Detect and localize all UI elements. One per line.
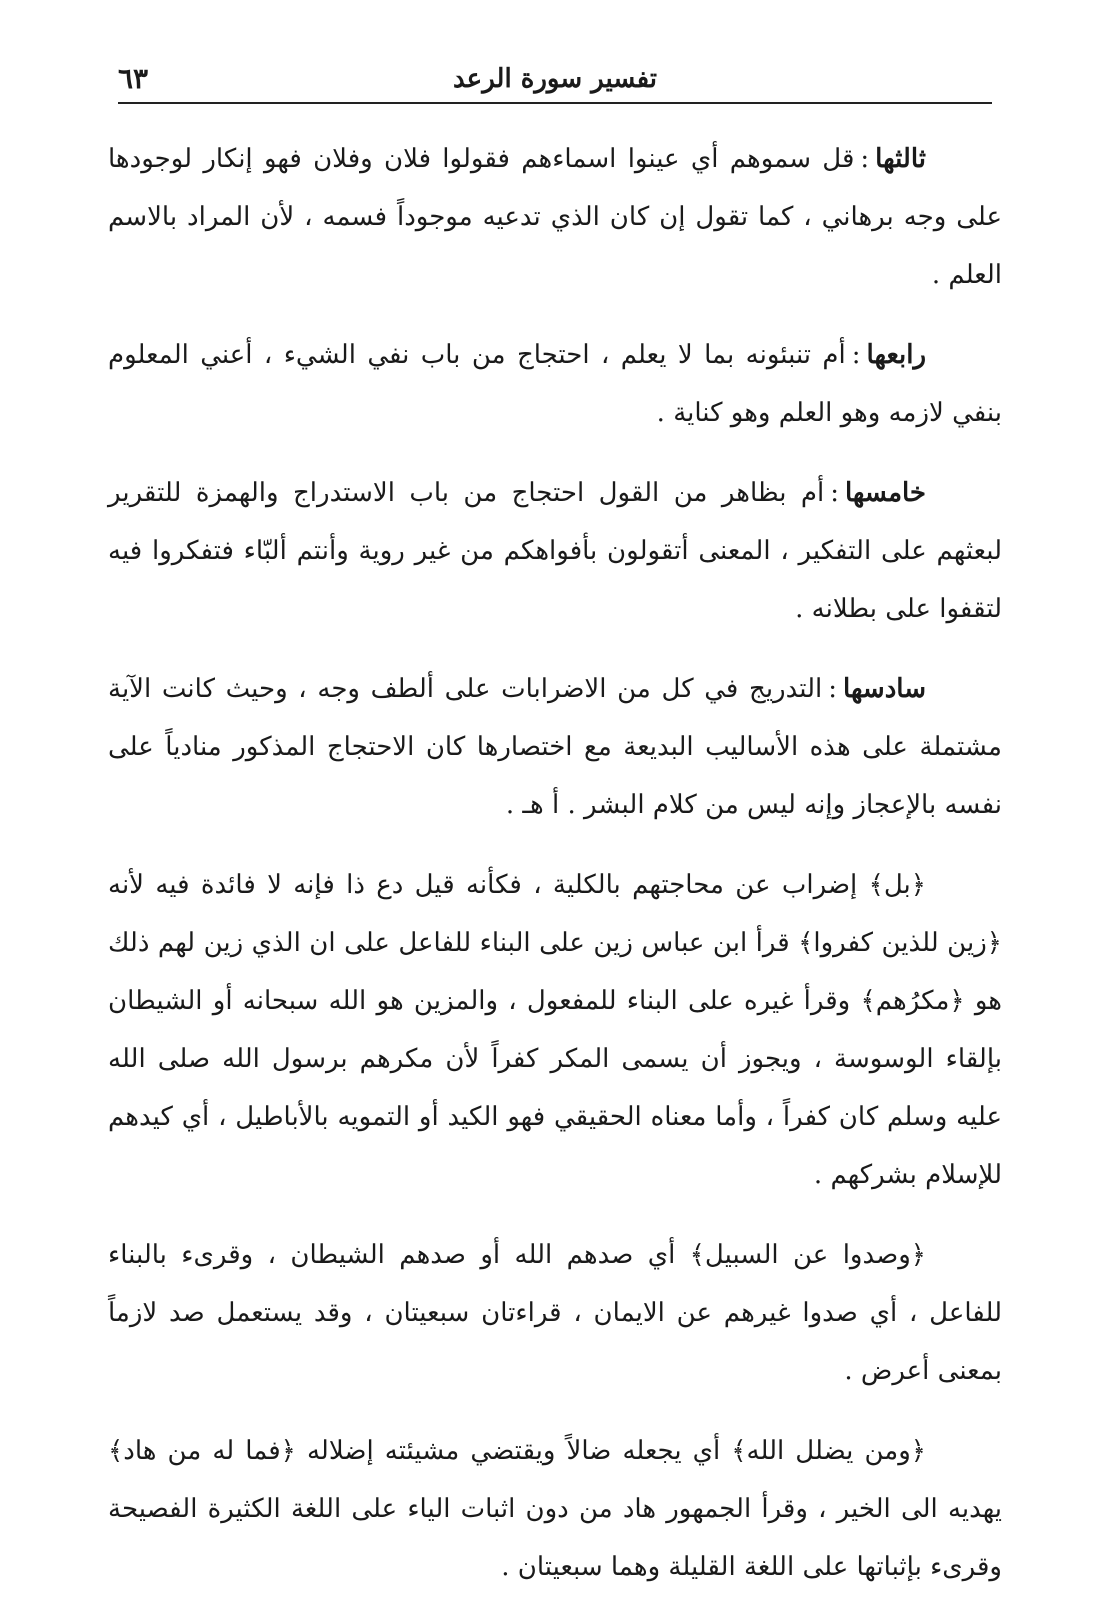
paragraph-separator: : (860, 144, 870, 174)
paragraph-text: أم بظاهر من القول احتجاج من باب الاستدراج والهمزة للتقرير لبعثهم على التفكير ، المعنى أتقولون بأفواهكم من غير روية وأنتم ألبّاء فتفكروا فيه لتقفوا على بطلانه . (108, 478, 1002, 624)
paragraph-waMan-yudlil (108, 1422, 1002, 1596)
paragraph-text: أم تنبئونه بما لا يعلم ، احتجاج من باب نفي الشيء ، أعني المعلوم بنفي لازمه وهو العلم وهو كناية . (108, 340, 1002, 428)
paragraph-sadisuha (108, 660, 1002, 834)
paragraph-text: ﴿وصدوا عن السبيل﴾ أي صدهم الله أو صدهم الشيطان ، وقرىء بالبناء للفاعل ، أي صدوا غيرهم عن الايمان ، قراءتان سبعيتان ، وقد يستعمل صد لازماً بمعنى أعرض . (108, 1240, 1002, 1386)
paragraph-thalithuha (108, 130, 1002, 304)
paragraph-waSaddu (108, 1226, 1002, 1400)
paragraph-lead: سادسها (843, 674, 926, 704)
paragraph-lead: ثالثها (875, 144, 926, 174)
paragraph-text: قل سموهم أي عينوا اسماءهم فقولوا فلان وفلان فهو إنكار لوجودها على وجه برهاني ، كما تقول إن كان الذي تدعيه موجوداً فسمه ، لأن المراد بالاسم العلم . (108, 144, 1002, 290)
page-number: ٦٣ (118, 62, 149, 95)
page-header (118, 62, 992, 104)
page-body (108, 130, 1002, 1618)
paragraph-khamisuha (108, 464, 1002, 638)
paragraph-text: ﴿ومن يضلل الله﴾ أي يجعله ضالاً ويقتضي مشيئته إضلاله ﴿فما له من هاد﴾ يهديه الى الخير ، وقرأ الجمهور هاد من دون اثبات الياء على اللغة الكثيرة الفصيحة وقرىء بإثباتها على اللغة القليلة وهما سبعيتان . (108, 1436, 1002, 1582)
paragraph-separator: : (851, 340, 861, 370)
paragraph-text: التدريج في كل من الاضرابات على ألطف وجه ، وحيث كانت الآية مشتملة على هذه الأساليب البديعة مع اختصارها كان الاحتجاج المذكور منادياً على نفسه بالإعجاز وإنه ليس من كلام البشر . أ هـ . (108, 674, 1002, 820)
paragraph-bal (108, 856, 1002, 1204)
running-title: تفسير سورة الرعد (453, 64, 657, 94)
paragraph-separator: : (830, 478, 839, 508)
paragraph-lead: رابعها (866, 340, 926, 370)
paragraph-separator: : (828, 674, 838, 704)
paragraph-text: ﴿بل﴾ إضراب عن محاجتهم بالكلية ، فكأنه قيل دع ذا فإنه لا فائدة فيه لأنه ﴿زين للذين كفروا﴾ قرأ ابن عباس زين على البناء للفاعل على ان الذي زين لهم ذلك هو ﴿مكرُهم﴾ وقرأ غيره على البناء للمفعول ، والمزين هو الله سبحانه أو الشيطان بإلقاء الوسوسة ، ويجوز أن يسمى المكر كفراً لأن مكرهم برسول الله صلى الله عليه وسلم كان كفراً ، وأما معناه الحقيقي فهو الكيد أو التمويه بالأباطيل ، أي كيدهم للإسلام بشركهم . (108, 870, 1002, 1190)
paragraph-lead: خامسها (844, 478, 926, 508)
paragraph-rabiuha (108, 326, 1002, 442)
